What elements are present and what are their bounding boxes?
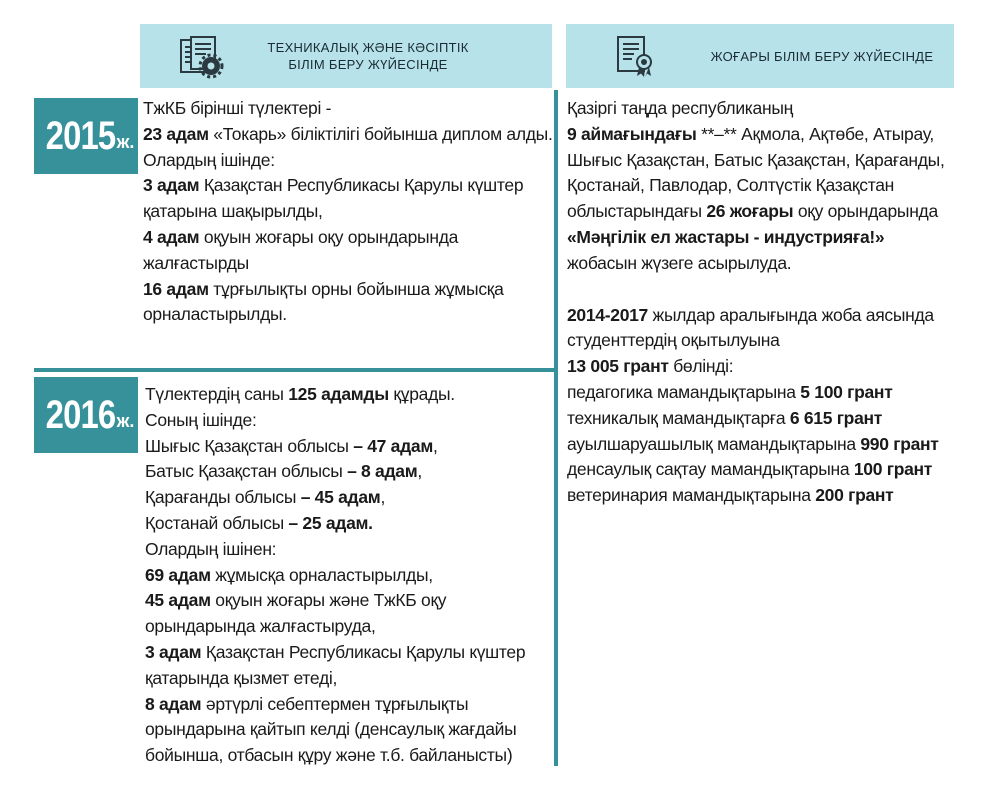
text-fragment: облыстарындағы xyxy=(567,201,707,222)
text-line xyxy=(145,382,525,408)
text-fragment: Шығыс Қазақстан облысы xyxy=(145,435,354,456)
text-line xyxy=(143,173,553,199)
text-fragment: қатарына шақырылды, xyxy=(143,201,323,222)
diploma-certificate-icon xyxy=(612,33,658,79)
bold-fragment: 9 аймағындағы xyxy=(567,123,697,144)
text-line xyxy=(567,96,945,122)
header-left-title: ТЕХНИКАЛЫҚ ЖӘНЕ КӘСІПТІК БІЛІМ БЕРУ ЖҮЙЕСІНДЕ xyxy=(267,40,469,72)
text-line xyxy=(567,457,945,483)
text-line xyxy=(143,122,553,148)
text-line xyxy=(143,148,553,174)
bold-fragment: 3 адам xyxy=(145,641,202,662)
text-fragment: әртүрлі себептермен тұрғылықты xyxy=(201,693,469,714)
text-line xyxy=(143,251,553,277)
text-line xyxy=(567,380,945,406)
text-line xyxy=(567,277,945,303)
text-line xyxy=(145,743,525,769)
bold-fragment: 5 100 грант xyxy=(800,381,893,402)
text-line xyxy=(145,537,525,563)
year-badge-2016 xyxy=(34,377,138,453)
bold-fragment: 200 грант xyxy=(815,485,894,506)
text-fragment: техникалық мамандықтарға xyxy=(567,407,790,428)
bold-fragment: 3 адам xyxy=(143,175,200,196)
document-gear-icon xyxy=(178,33,224,79)
text-fragment: Шығыс Қазақстан, Батыс Қазақстан, Қарағанды, xyxy=(567,149,945,170)
bold-fragment: 6 615 грант xyxy=(789,407,883,428)
text-fragment: Қазіргі таңда республиканың xyxy=(567,98,793,118)
text-line xyxy=(567,303,945,329)
text-fragment: Қостанай облысы xyxy=(145,512,289,533)
header-higher-education xyxy=(566,24,954,88)
bold-fragment: 100 грант xyxy=(853,459,933,480)
text-fragment: бойынша, отбасын құру және т.б. байланысты) xyxy=(145,745,513,766)
text-line xyxy=(145,614,525,640)
vertical-divider xyxy=(554,90,558,766)
text-fragment: Түлектердің саны xyxy=(145,384,289,404)
bold-fragment: 13 005 грант xyxy=(567,356,669,377)
text-line xyxy=(143,225,553,251)
bold-fragment: «Мәңгілік ел жастары - индустрияға!» xyxy=(567,226,885,247)
text-line xyxy=(567,354,945,380)
bold-fragment: – 25 адам. xyxy=(288,512,373,533)
bold-fragment: 2014-2017 xyxy=(567,304,648,325)
text-fragment: оқуын жоғары оқу орындарында xyxy=(199,226,459,247)
year-suffix: ж. xyxy=(116,410,135,431)
bold-fragment: 69 адам xyxy=(145,564,211,585)
text-line xyxy=(145,640,525,666)
text-line xyxy=(145,511,525,537)
text-fragment: орналастырылды. xyxy=(143,304,287,325)
text-fragment: Қостанай, Павлодар, Солтүстік Қазақстан xyxy=(567,175,895,196)
text-fragment: жобасын жүзеге асырылуда. xyxy=(567,252,792,273)
text-line xyxy=(567,122,945,148)
bold-fragment: – 45 адам xyxy=(300,487,381,508)
text-fragment: Олардың ішінде: xyxy=(143,149,275,170)
text-fragment: Олардың ішінен: xyxy=(145,538,277,559)
text-fragment: Қазақстан Республикасы Қарулы күштер xyxy=(199,175,524,196)
text-line xyxy=(567,251,945,277)
text-line xyxy=(145,485,525,511)
text-fragment: жалғастырды xyxy=(143,252,249,273)
text-line xyxy=(567,432,945,458)
text-line xyxy=(567,225,945,251)
text-fragment: Қазақстан Республикасы Қарулы күштер xyxy=(201,641,526,662)
year-number: 2016 xyxy=(45,392,115,437)
text-line xyxy=(145,666,525,692)
text-line xyxy=(145,692,525,718)
text-line xyxy=(145,563,525,589)
bold-fragment: 990 грант xyxy=(860,433,939,454)
text-line xyxy=(145,717,525,743)
text-fragment: педагогика мамандықтарына xyxy=(567,381,801,402)
text-fragment: **–** Ақмола, Ақтөбе, Атырау, xyxy=(696,123,934,144)
text-line xyxy=(145,459,525,485)
year-badge-2015 xyxy=(34,98,138,174)
bold-fragment: – 47 адам xyxy=(353,435,433,456)
text-fragment: жұмысқа орналастырылды, xyxy=(210,564,433,585)
bold-fragment: 16 адам xyxy=(143,278,209,299)
graduates-2016-text xyxy=(145,382,525,769)
bold-fragment: – 8 адам xyxy=(347,461,418,482)
text-line xyxy=(145,588,525,614)
text-fragment: қатарында қызмет етеді, xyxy=(145,667,338,688)
text-line xyxy=(145,408,525,434)
graduates-2015-text xyxy=(143,96,553,328)
text-fragment: тұрғылықты орны бойынша жұмысқа xyxy=(208,278,504,299)
text-fragment: ветеринария мамандықтарына xyxy=(567,485,816,506)
text-fragment: орындарына қайтып келді (денсаулық жағдайы xyxy=(145,719,517,740)
text-fragment: ауылшаруашылық мамандықтарына xyxy=(567,433,861,454)
text-line xyxy=(143,277,553,303)
text-fragment: бөлінді: xyxy=(668,356,734,377)
text-fragment: , xyxy=(432,435,438,456)
text-line xyxy=(567,406,945,432)
bold-fragment: 23 адам xyxy=(143,123,209,144)
text-line xyxy=(143,96,553,122)
text-fragment: , xyxy=(417,461,422,482)
text-line xyxy=(567,148,945,174)
text-line xyxy=(567,199,945,225)
year-number: 2015 xyxy=(45,113,115,158)
text-fragment: денсаулық сақтау мамандықтарына xyxy=(567,459,854,480)
text-fragment: Қарағанды облысы xyxy=(145,487,301,508)
text-line xyxy=(145,434,525,460)
year-suffix: ж. xyxy=(116,131,135,152)
text-line xyxy=(567,483,945,509)
text-fragment: «Токарь» біліктілігі бойынша диплом алды. xyxy=(208,123,553,144)
text-fragment: жылдар аралығында жоба аясында xyxy=(648,304,934,325)
text-fragment: оқуын жоғары және ТжКБ оқу xyxy=(210,590,447,611)
text-fragment: оқу орындарында xyxy=(793,201,938,222)
text-fragment: ТжКБ бірінші түлектері - xyxy=(143,98,332,118)
text-line xyxy=(143,302,553,328)
text-fragment: Соның ішінде: xyxy=(145,409,257,430)
text-fragment: , xyxy=(380,487,385,508)
text-fragment: орындарында жалғастыруда, xyxy=(145,616,376,637)
header-technical-vocational xyxy=(140,24,552,88)
text-line xyxy=(567,173,945,199)
text-fragment: құрады. xyxy=(388,384,455,404)
bold-fragment: 45 адам xyxy=(145,590,211,611)
text-line xyxy=(143,199,553,225)
bold-fragment: 4 адам xyxy=(143,226,200,247)
horizontal-divider xyxy=(34,368,558,372)
bold-fragment: 26 жоғары xyxy=(706,201,794,222)
text-fragment: Батыс Қазақстан облысы xyxy=(145,461,348,482)
header-right-title: ЖОҒАРЫ БІЛІМ БЕРУ ЖҮЙЕСІНДЕ xyxy=(710,48,934,64)
bold-fragment: 125 адамды xyxy=(288,384,389,404)
higher-education-text xyxy=(567,96,945,509)
bold-fragment: 8 адам xyxy=(145,693,202,714)
text-line xyxy=(567,328,945,354)
text-fragment: студенттердің оқытылуына xyxy=(567,330,780,351)
